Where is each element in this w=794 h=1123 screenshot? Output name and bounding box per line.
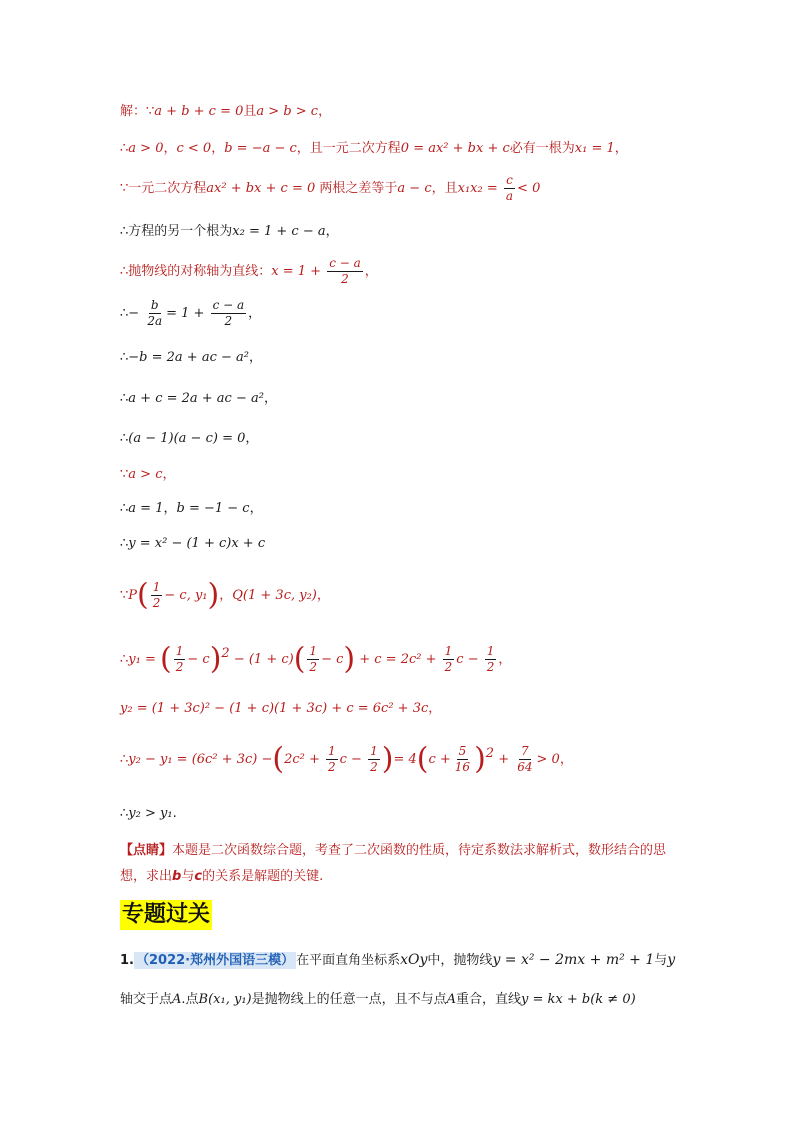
text: ， xyxy=(428,701,442,716)
math-expression: x₁ = 1 xyxy=(574,141,615,156)
math-expression: y₁ = xyxy=(128,652,156,667)
math-expression: a − c xyxy=(397,181,432,196)
fraction-denominator: 2 xyxy=(224,314,233,328)
text: ∴ xyxy=(120,306,129,321)
math-expression: b = −1 − c xyxy=(176,501,250,516)
math-expression: c − xyxy=(456,652,479,667)
solution-line-3 xyxy=(120,172,540,206)
math-expression: −b = 2a + ac − a² xyxy=(128,350,249,365)
fraction-numerator: 5 xyxy=(458,744,467,758)
fraction-denominator: 16 xyxy=(454,760,471,774)
solution-line-16 xyxy=(120,740,573,780)
fraction xyxy=(443,644,455,675)
math-expression: x = 1 + xyxy=(271,264,322,279)
math-expression: a > b > c xyxy=(256,104,319,119)
solution-line-17 xyxy=(120,805,177,823)
left-paren: ( xyxy=(293,641,306,677)
right-paren: ) xyxy=(381,741,394,777)
math-expression: − (1 + c) xyxy=(229,652,294,667)
text: ， xyxy=(249,501,263,516)
text: ∴抛物线的对称轴为直线： xyxy=(120,264,272,279)
fraction xyxy=(485,644,497,675)
solution-line-4 xyxy=(120,223,339,241)
math-expression: B(x₁, y₁) xyxy=(198,992,252,1007)
math-expression: y = x² − (1 + c)x + c xyxy=(128,536,266,551)
math-expression: a > c xyxy=(128,467,163,482)
text: ， xyxy=(248,350,262,365)
text: 与 xyxy=(654,953,668,968)
text: ， xyxy=(614,141,628,156)
comment-tag: 【点睛】 xyxy=(120,843,173,858)
math-expression: + xyxy=(494,752,514,767)
text: 是抛物线上的任意一点，且不与点 xyxy=(251,992,447,1007)
text: ∴ xyxy=(120,752,129,767)
math-expression: < 0 xyxy=(517,181,541,196)
left-paren: ( xyxy=(137,577,149,613)
fraction-denominator: 2 xyxy=(486,660,495,674)
text: ， xyxy=(248,306,262,321)
text: ， xyxy=(263,391,277,406)
text: ， xyxy=(325,224,339,239)
math-expression: a > 0 xyxy=(128,141,164,156)
solution-line-5 xyxy=(120,255,378,289)
text: ∴ xyxy=(120,806,129,821)
right-paren: ) xyxy=(343,641,356,677)
text: ， xyxy=(163,141,177,156)
solution-line-13 xyxy=(120,578,330,614)
math-expression: ax² + bx + c = 0 xyxy=(206,181,316,196)
fraction xyxy=(453,744,472,775)
text: ∵ xyxy=(120,467,129,482)
fraction xyxy=(211,298,247,329)
fraction-numerator: 7 xyxy=(521,744,529,758)
text: ∴ xyxy=(120,350,129,365)
text: ， xyxy=(219,588,233,603)
problem-1-line-2 xyxy=(120,990,680,1010)
text: ，且一元二次方程 xyxy=(296,141,401,156)
source-badge: （2022·郑州外国语三模） xyxy=(135,953,295,968)
text: ∴ xyxy=(120,652,129,667)
fraction-denominator: 64 xyxy=(517,760,533,774)
left-paren: ( xyxy=(160,641,172,677)
math-expression: c < 0 xyxy=(176,141,212,156)
solution-line-10 xyxy=(120,466,176,484)
fraction xyxy=(368,744,380,775)
comment-text: 本题是二次函数综合题，考查了二次函数的性质，待定系数法求解析式，数形结合的思想，求出 xyxy=(120,843,667,884)
solution-line-15 xyxy=(120,700,441,718)
math-expression: 0 = ax² + bx + c xyxy=(400,141,510,156)
solution-line-8 xyxy=(120,390,277,408)
math-expression: a + c = 2a + ac − a² xyxy=(128,391,264,406)
solution-line-11 xyxy=(120,500,263,518)
text: 两根之差等于 xyxy=(315,181,398,196)
math-expression: y₂ − y₁ = (6c² + 3c) − xyxy=(128,752,273,767)
text: 在平面直角坐标系 xyxy=(296,953,401,968)
text: ， xyxy=(245,431,259,446)
math-expression: (a − 1)(a − c) = 0 xyxy=(128,431,246,446)
left-paren: ( xyxy=(416,741,429,777)
text: .点 xyxy=(181,992,199,1007)
fraction-denominator: 2a xyxy=(147,314,163,328)
fraction-numerator: b xyxy=(150,298,159,312)
fraction xyxy=(151,580,163,611)
solution-line-7 xyxy=(120,349,262,367)
solution-line-1 xyxy=(120,103,331,121)
math-expression: − c xyxy=(187,652,210,667)
math-expression: y xyxy=(667,952,676,968)
problem-number: 1. xyxy=(120,953,134,968)
text: ∴ xyxy=(120,536,129,551)
math-expression: + c = xyxy=(355,652,401,667)
math-expression: > 0 xyxy=(536,752,560,767)
text: ∵一元二次方程 xyxy=(120,181,207,196)
fraction xyxy=(145,298,164,329)
fraction-numerator: 1 xyxy=(486,644,495,658)
text: ∴ xyxy=(120,141,129,156)
math-expression: x₂ = 1 + c − a xyxy=(232,224,326,239)
math-expression: = 1 + xyxy=(166,306,205,321)
math-expression: A xyxy=(172,992,182,1007)
fraction-denominator: a xyxy=(505,189,514,203)
fraction-denominator: 2 xyxy=(152,596,161,610)
text: ， xyxy=(318,104,332,119)
fraction-denominator: 2 xyxy=(341,272,349,286)
math-expression: 2c² + xyxy=(400,652,437,667)
text: ∴ xyxy=(120,391,129,406)
text: 且 xyxy=(243,104,257,119)
text: ， xyxy=(559,752,573,767)
text: 中，抛物线 xyxy=(427,953,493,968)
fraction-denominator: 2 xyxy=(444,660,453,674)
text: ， xyxy=(364,264,378,279)
solution-line-12 xyxy=(120,535,265,553)
fraction-denominator: 2 xyxy=(309,660,318,674)
fraction-denominator: 2 xyxy=(328,760,336,774)
fraction-numerator: c xyxy=(506,173,513,187)
text: 轴交于点 xyxy=(120,992,173,1007)
fraction-numerator: 1 xyxy=(444,644,453,658)
comment-variable: b xyxy=(172,869,182,884)
math-expression: xOy xyxy=(400,952,428,968)
fraction-denominator: 2 xyxy=(175,660,184,674)
math-expression: y = x² − 2mx + m² + 1 xyxy=(492,952,655,968)
fraction-numerator: 1 xyxy=(309,644,318,658)
fraction-numerator: 1 xyxy=(370,744,378,758)
text: ， xyxy=(162,467,176,482)
solution-line-14 xyxy=(120,640,511,680)
math-expression: b = −a − c xyxy=(224,141,297,156)
text: ∴方程的另一个根为 xyxy=(120,224,233,239)
math-expression: A xyxy=(446,992,457,1007)
fraction xyxy=(515,744,534,775)
left-paren: ( xyxy=(272,741,285,777)
math-expression: y = kx + b(k ≠ 0) xyxy=(521,992,636,1007)
math-expression: a = 1 xyxy=(128,501,164,516)
right-paren: ) xyxy=(207,577,220,613)
fraction-denominator: 2 xyxy=(370,760,378,774)
text: ， xyxy=(163,501,177,516)
math-expression: y₂ = (1 + 3c)² − (1 + c)(1 + 3c) + c = 6c² + 3c xyxy=(120,701,429,716)
fraction-numerator: 1 xyxy=(328,744,336,758)
solution-line-6 xyxy=(120,297,261,331)
text: 解：∵ xyxy=(120,104,155,119)
fraction xyxy=(307,644,319,675)
fraction-numerator: 1 xyxy=(152,580,161,594)
solution-line-9 xyxy=(120,430,258,448)
comment-text: 的关系是解题的关键. xyxy=(202,869,324,884)
text: . xyxy=(172,806,177,821)
text: ∵ xyxy=(120,588,129,603)
math-expression: a + b + c = 0 xyxy=(154,104,244,119)
text: ∴ xyxy=(120,431,129,446)
text: ， xyxy=(498,652,512,667)
solution-line-2 xyxy=(120,140,628,158)
text: 重合，直线 xyxy=(456,992,522,1007)
text: ，且 xyxy=(431,181,458,196)
math-expression: y₂ > y₁ xyxy=(128,806,173,821)
math-expression: − c, y₁ xyxy=(164,588,208,603)
math-expression: P xyxy=(128,588,138,603)
fraction xyxy=(504,173,515,204)
section-title: 专题过关 xyxy=(120,900,212,930)
math-expression: c − xyxy=(339,752,367,767)
text: 必有一根为 xyxy=(509,141,575,156)
text: ∴ xyxy=(120,501,129,516)
math-expression: − c xyxy=(321,652,344,667)
math-expression: − xyxy=(128,306,140,321)
math-expression: c + xyxy=(428,752,451,767)
fraction xyxy=(327,256,363,287)
fraction xyxy=(174,644,186,675)
exponent: 2 xyxy=(485,746,495,761)
key-point-comment xyxy=(120,838,680,890)
math-expression: = 4 xyxy=(393,752,417,767)
fraction-numerator: 1 xyxy=(175,644,184,658)
comment-text: 与 xyxy=(181,869,195,884)
exponent: 2 xyxy=(221,646,230,661)
right-paren: ) xyxy=(209,641,222,677)
text: ， xyxy=(316,588,330,603)
comment-variable: c xyxy=(194,869,203,884)
problem-1-line-1 xyxy=(120,950,680,971)
math-expression: Q(1 + 3c, y₂) xyxy=(232,588,317,603)
fraction-numerator: c − a xyxy=(329,256,361,270)
text: ， xyxy=(211,141,225,156)
math-expression: x₁x₂ = xyxy=(457,181,498,196)
right-paren: ) xyxy=(474,741,486,777)
math-expression: 2c² + xyxy=(284,752,324,767)
fraction-numerator: c − a xyxy=(212,298,245,312)
fraction xyxy=(326,744,338,775)
